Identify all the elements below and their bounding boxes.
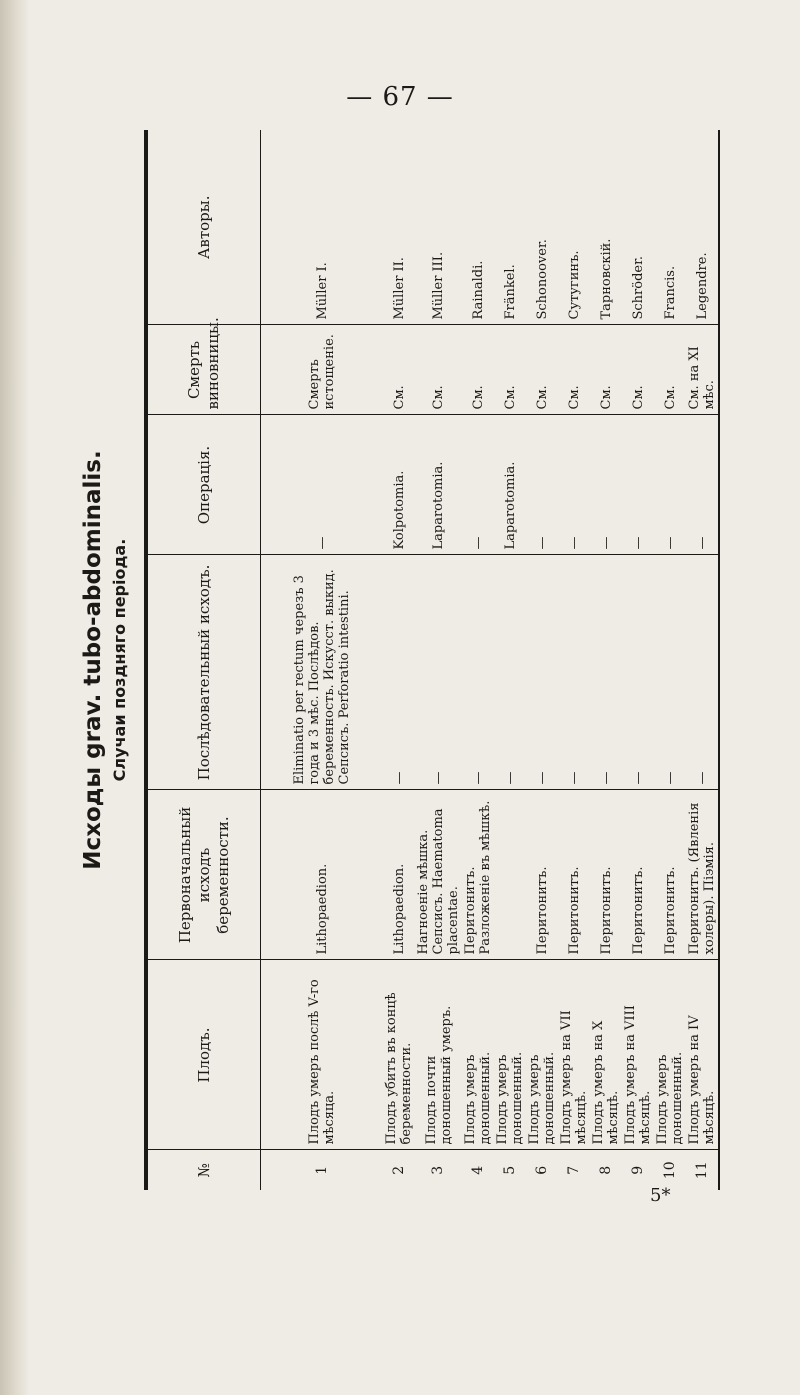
cell-initial: Перитонитъ. <box>526 790 558 960</box>
cell-death: См. <box>622 325 654 415</box>
page-number: — 67 — <box>346 82 454 112</box>
cell-subsequent: — <box>383 555 415 790</box>
col-header-fetus: Плодъ. <box>146 960 261 1150</box>
table-row <box>494 130 526 1190</box>
cell-num: 7 <box>565 1165 582 1175</box>
table-row <box>415 130 462 1190</box>
table-row <box>622 130 654 1190</box>
cell-death: Смерть истощеніе. <box>261 325 384 415</box>
cell-subsequent: Eliminatio per rectum черезъ 3 года и 3 мѣс. Послѣдов. беременность. Искусст. выкид. Сепсисъ. Perforatio intestini. <box>261 555 384 790</box>
col-header-subsequent: Послѣдовательный исходъ. <box>146 555 261 790</box>
cell-num: 3 <box>430 1165 446 1175</box>
cell-death: См. <box>383 325 415 415</box>
table-body <box>261 130 720 1190</box>
cell-subsequent: — <box>590 555 622 790</box>
cell-initial <box>494 790 526 960</box>
cell-author: Rainaldi. <box>462 130 494 325</box>
page-binding-shadow <box>0 0 30 1395</box>
col-header-initial: Первоначальный исходъ беременности. <box>146 790 261 960</box>
cell-author: Müller I. <box>261 130 384 325</box>
cell-death: См. <box>415 325 462 415</box>
cell-subsequent: — <box>654 555 686 790</box>
cell-operation: — <box>462 415 494 555</box>
col-header-death: Смерть виновницы. <box>146 325 261 415</box>
cell-death: См. <box>654 325 686 415</box>
cell-death: См. <box>526 325 558 415</box>
cell-num: 5 <box>501 1165 518 1175</box>
cell-subsequent: — <box>622 555 654 790</box>
cell-subsequent: — <box>526 555 558 790</box>
cell-operation: — <box>590 415 622 555</box>
outcomes-table <box>144 130 720 1190</box>
cell-fetus: Плодъ умеръ на VIII мѣсяцѣ. <box>622 960 654 1150</box>
table-subtitle: Случаи поздняго періода. <box>110 538 129 782</box>
cell-operation: — <box>622 415 654 555</box>
cell-operation: — <box>558 415 590 555</box>
cell-fetus: Плодъ умеръ доношенный. <box>526 960 558 1150</box>
table-row <box>686 130 719 1190</box>
cell-operation: Kolpotomia. <box>383 415 415 555</box>
table-row <box>590 130 622 1190</box>
header-row <box>146 130 261 1190</box>
cell-num: 9 <box>629 1165 646 1175</box>
cell-death: См. на XI мѣс. <box>686 325 719 415</box>
cell-author: Schonoover. <box>526 130 558 325</box>
table-row <box>261 130 384 1190</box>
cell-fetus: Плодъ убитъ въ концѣ беременности. <box>383 960 415 1150</box>
table-row <box>462 130 494 1190</box>
cell-operation: — <box>526 415 558 555</box>
cell-initial: Перитонитъ. <box>622 790 654 960</box>
cell-num: 1 <box>313 1165 330 1175</box>
cell-operation: Laparotomia. <box>494 415 526 555</box>
cell-author: Müller III. <box>415 130 462 325</box>
col-header-authors: Авторы. <box>146 130 261 325</box>
cell-num: 10 <box>661 1161 678 1180</box>
cell-initial: Перитонитъ. (Явленія холеры). Піэмія. <box>686 790 719 960</box>
cell-subsequent: — <box>415 555 462 790</box>
cell-initial: Перитонитъ. <box>558 790 590 960</box>
cell-fetus: Плодъ умеръ на IV мѣсяцѣ. <box>686 960 719 1150</box>
footer-signature: 5* <box>650 1185 671 1206</box>
cell-fetus: Плодъ умеръ доношенный. <box>654 960 686 1150</box>
cell-fetus: Плодъ умеръ доношенный. <box>494 960 526 1150</box>
cell-initial: Перитонитъ. <box>590 790 622 960</box>
col-header-num: № <box>146 1150 261 1190</box>
table-title: Исходы grav. tubo-abdominalis. <box>80 450 106 870</box>
cell-initial: Lithopaedion. <box>261 790 384 960</box>
cell-initial: Перитонитъ. Разложеніе въ мѣшкѣ. <box>462 790 494 960</box>
table-row <box>383 130 415 1190</box>
cell-num: 2 <box>390 1165 407 1175</box>
cell-operation: — <box>261 415 384 555</box>
cell-operation: — <box>686 415 719 555</box>
cell-subsequent: — <box>686 555 719 790</box>
cell-num: 8 <box>597 1165 614 1175</box>
cell-initial: Lithopaedion. <box>383 790 415 960</box>
cell-author: Fränkel. <box>494 130 526 325</box>
cell-death: См. <box>590 325 622 415</box>
cell-death: См. <box>558 325 590 415</box>
cell-num: 4 <box>469 1165 486 1175</box>
cell-author: Legendre. <box>686 130 719 325</box>
cell-operation: — <box>654 415 686 555</box>
table-row <box>558 130 590 1190</box>
table-row <box>526 130 558 1190</box>
cell-author: Müller II. <box>383 130 415 325</box>
cell-num: 6 <box>533 1165 550 1175</box>
cell-author: Schröder. <box>622 130 654 325</box>
table-row <box>654 130 686 1190</box>
cell-operation: Laparotomia. <box>415 415 462 555</box>
cell-death: См. <box>494 325 526 415</box>
cell-fetus: Плодъ умеръ доношенный. <box>462 960 494 1150</box>
cell-author: Сутугинъ. <box>558 130 590 325</box>
cell-num: 11 <box>693 1161 710 1180</box>
cell-initial: Нагноеніе мѣшка. Сепсисъ. Haematoma placentae. <box>415 790 462 960</box>
rotated-table-sheet <box>80 130 730 1190</box>
cell-fetus: Плодъ почти доношенный умеръ. <box>415 960 462 1150</box>
cell-subsequent: — <box>494 555 526 790</box>
cell-subsequent: — <box>462 555 494 790</box>
cell-author: Тарновскій. <box>590 130 622 325</box>
cell-initial: Перитонитъ. <box>654 790 686 960</box>
cell-author: Francis. <box>654 130 686 325</box>
cell-fetus: Плодъ умеръ на VII мѣсяцѣ. <box>558 960 590 1150</box>
cell-subsequent: — <box>558 555 590 790</box>
col-header-operation: Операція. <box>146 415 261 555</box>
cell-death: См. <box>462 325 494 415</box>
cell-fetus: Плодъ умеръ послѣ V-го мѣсяца. <box>261 960 384 1150</box>
cell-fetus: Плодъ умеръ на X мѣсяцѣ. <box>590 960 622 1150</box>
